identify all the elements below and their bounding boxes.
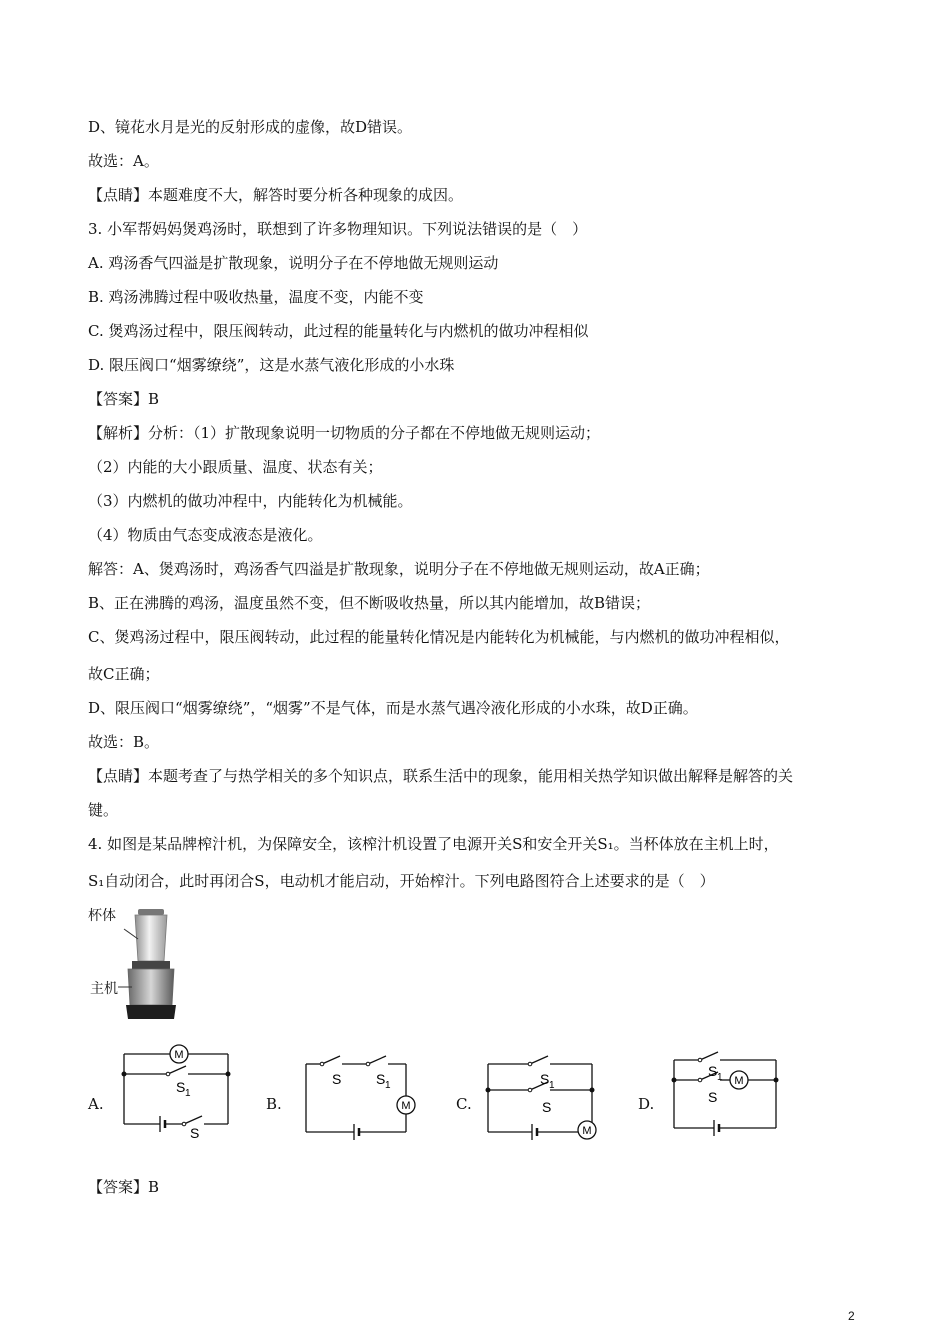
analysis-line: （4）物质由气态变成液态是液化。 [88, 526, 323, 544]
circuit-b [298, 1050, 430, 1142]
switch-s-label: S [708, 1089, 718, 1105]
text-line: 故选：A。 [88, 152, 159, 170]
circuit-a [118, 1040, 238, 1140]
switch-s-label: S [190, 1125, 200, 1140]
option-a-label: A. [88, 1095, 104, 1113]
question-3-option-d: D. 限压阀口“烟雾缭绕”，这是水蒸气液化形成的小水珠 [88, 356, 455, 374]
question-3-option-a: A. 鸡汤香气四溢是扩散现象，说明分子在不停地做无规则运动 [88, 254, 499, 272]
option-c-label: C. [456, 1095, 472, 1113]
solution-line: C、煲鸡汤过程中，限压阀转动，此过程的能量转化情况是内能转化为机械能，与内燃机的做功冲程相似， [88, 628, 790, 646]
switch-s1-subscript: 1 [385, 1080, 391, 1091]
analysis-line: （3）内燃机的做功冲程中，内能转化为机械能。 [88, 492, 413, 510]
switch-s1-label: S [176, 1079, 186, 1095]
juicer-figure [88, 903, 178, 1023]
motor-label: M [174, 1049, 184, 1061]
switch-s1-label: S [708, 1063, 718, 1079]
text-line: D、镜花水月是光的反射形成的虚像，故D错误。 [88, 118, 413, 136]
switch-s-label: S [332, 1071, 342, 1087]
solution-line: 故C正确； [88, 665, 160, 683]
switch-s1-subscript: 1 [185, 1088, 191, 1099]
page-number: 2 [848, 1309, 855, 1323]
switch-s-label: S [542, 1099, 552, 1115]
switch-s1-label: S [376, 1071, 386, 1087]
comment-line: 【点睛】本题考查了与热学相关的多个知识点，联系生活中的现象，能用相关热学知识做出解释是解答的关 [88, 767, 794, 785]
motor-label: M [734, 1075, 744, 1087]
motor-label: M [582, 1125, 592, 1137]
text-line: 【点睛】本题难度不大，解答时要分析各种现象的成因。 [88, 186, 464, 204]
solution-line: D、限压阀口“烟雾缭绕”，“烟雾”不是气体，而是水蒸气遇冷液化形成的小水珠，故D正确。 [88, 699, 698, 717]
option-b-label: B. [266, 1095, 282, 1113]
answer-line: 【答案】B [88, 390, 160, 408]
answer-line: 【答案】B [88, 1178, 160, 1196]
question-3-option-b: B. 鸡汤沸腾过程中吸收热量，温度不变，内能不变 [88, 288, 424, 306]
cup-label: 杯体 [88, 907, 116, 923]
analysis-line: 【解析】分析：（1）扩散现象说明一切物质的分子都在不停地做无规则运动； [88, 424, 601, 442]
base-label: 主机 [90, 980, 118, 996]
switch-s1-subscript: 1 [549, 1080, 555, 1091]
circuit-c [480, 1050, 608, 1142]
option-d-label: D. [638, 1095, 655, 1113]
question-3-option-c: C. 煲鸡汤过程中，限压阀转动，此过程的能量转化与内燃机的做功冲程相似 [88, 322, 589, 340]
motor-label: M [401, 1100, 411, 1112]
circuit-d [666, 1046, 784, 1138]
solution-line: B、正在沸腾的鸡汤，温度虽然不变，但不断吸收热量，所以其内能增加，故B错误； [88, 594, 651, 612]
switch-s1-label: S [540, 1071, 550, 1087]
text-line: 故选：B。 [88, 733, 160, 751]
question-4-stem: S₁自动闭合，此时再闭合S，电动机才能启动，开始榨汁。下列电路图符合上述要求的是（ ） [88, 872, 715, 890]
comment-line: 键。 [88, 801, 119, 819]
analysis-line: （2）内能的大小跟质量、温度、状态有关； [88, 458, 383, 476]
solution-line: 解答：A、煲鸡汤时，鸡汤香气四溢是扩散现象，说明分子在不停地做无规则运动，故A正确； [88, 560, 710, 578]
question-3-stem: 3. 小军帮妈妈煲鸡汤时，联想到了许多物理知识。下列说法错误的是（ ） [88, 220, 588, 238]
question-4-stem: 4. 如图是某品牌榨汁机，为保障安全，该榨汁机设置了电源开关S和安全开关S₁。当杯体放在主机上时， [88, 835, 779, 853]
switch-s1-subscript: 1 [717, 1072, 723, 1083]
